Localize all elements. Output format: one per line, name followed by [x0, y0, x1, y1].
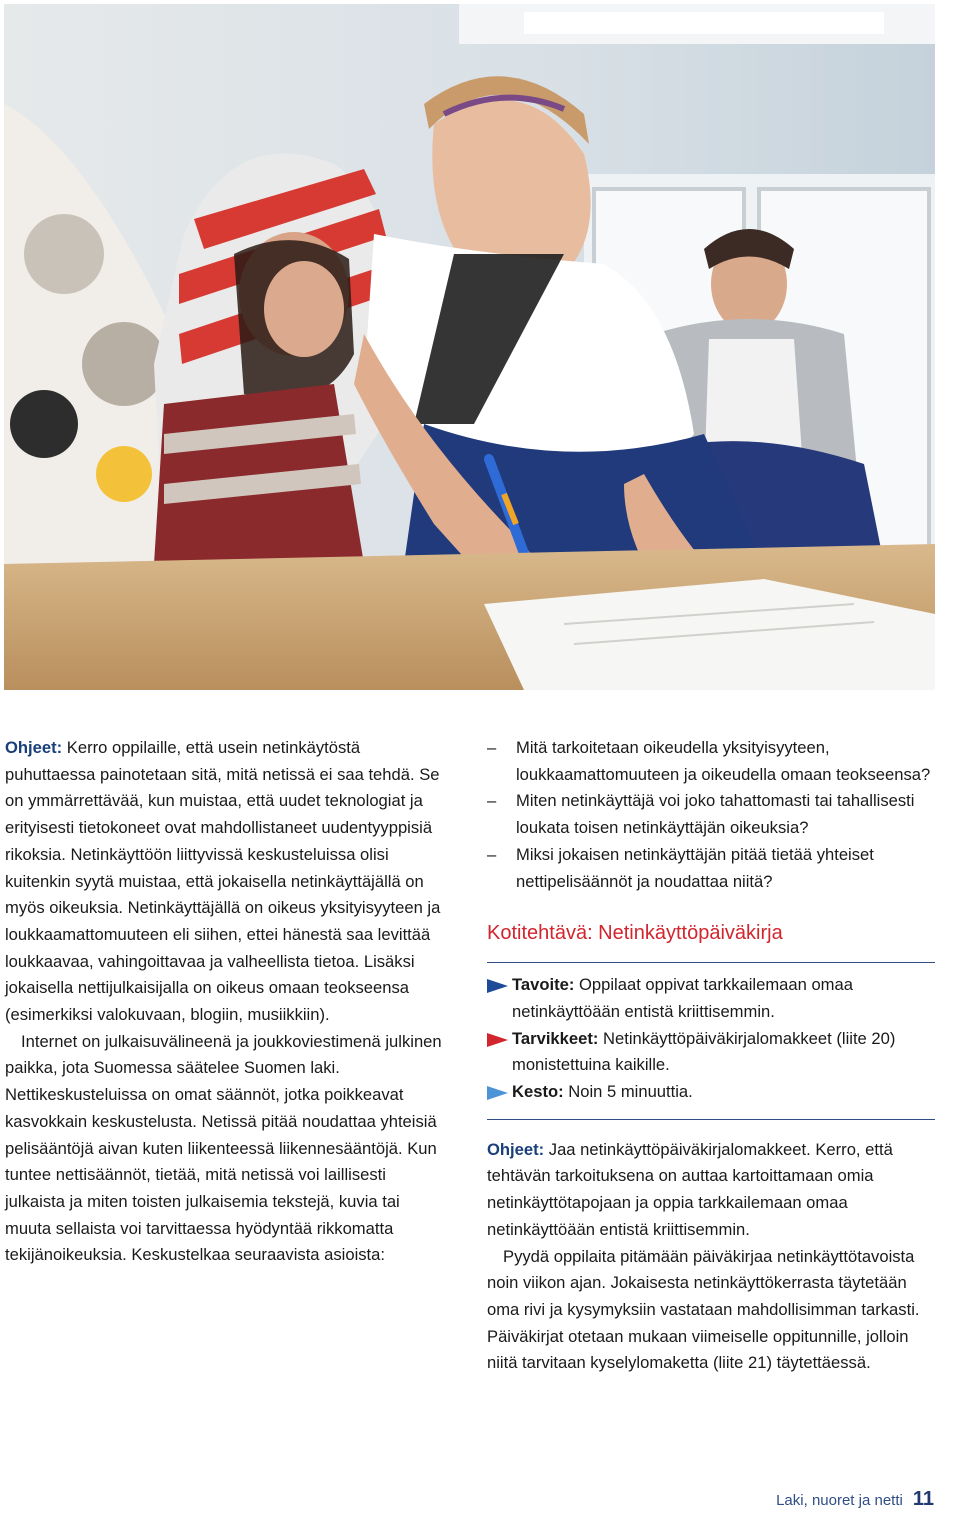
materials-label: Tarvikkeet: [512, 1028, 599, 1048]
goal-text: Oppilaat oppivat tarkkailemaan omaa netinkäyttöään entistä kriittisemmin. [512, 975, 853, 1021]
intro-text: Kerro oppilaille, että usein netinkäytöstä puhuttaessa painotetaan sitä, mitä netissä ei saa tehdä. Se on ymmärrettävää, kun muistaa, että uudet teknologiat ja erityisesti tietokoneet ovat mahdollistaneet uudentyyppisiä rikoksia. Netinkäyttöön liittyvissä keskusteluissa olisi kuitenkin syytä muistaa, että jokaisella netinkäyttäjällä on myös oikeuksia. Netinkäyttäjällä on oikeus yksityisyyteen ja loukkaamattomuuteen eli siihen, ettei hänestä saa levittää loukkaavaa, vahingoittavaa ja valheellista tietoa. Lisäksi jokaisella nettijulkaisijalla on oikeus omaan teokseensa (esimerkiksi valokuvaan, blogiin, musiikkiin). [5, 738, 441, 1025]
materials-text: Netinkäyttöpäiväkirjalomakkeet (liite 20) monistettuina kaikille. [512, 1028, 896, 1075]
instructions-text: Jaa netinkäyttöpäiväkirjalomakkeet. Kerro, että tehtävän tarkoituksena on auttaa kartoittamaan omia netinkäyttötapojaan ja oppia tarkkailemaan omaa netinkäyttöään entistä kriittisemmin. [487, 1139, 893, 1239]
homework-title: Kotitehtävä: Netinkäyttöpäiväkirja [487, 922, 783, 945]
duration-item [487, 1079, 935, 1106]
page-footer [776, 1488, 934, 1512]
classroom-photo-illustration [4, 4, 935, 690]
triangle-bullet-icon [487, 1086, 508, 1100]
question-item: – Miksi jokaisen netinkäyttäjän pitää tietää yhteiset nettipelisäännöt ja noudattaa niitä? [487, 842, 935, 895]
task-details [487, 972, 935, 1106]
question-item: – Mitä tarkoitetaan oikeudella yksityisyyteen, loukkaamattomuuteen ja oikeudella omaan teokseensa? [487, 735, 935, 788]
intro-paragraph [5, 735, 450, 1029]
instructions-lead: Ohjeet: [487, 1139, 545, 1159]
page-number: 11 [912, 1488, 934, 1510]
goal-label: Tavoite: [512, 975, 575, 995]
right-column [487, 735, 935, 1377]
question-item: – Miten netinkäyttäjä voi joko tahattomasti tai tahallisesti loukata toisen netinkäyttäjän oikeuksia? [487, 788, 935, 841]
duration-text: Noin 5 minuuttia. [563, 1082, 693, 1102]
publication-title: Laki, nuoret ja netti [776, 1492, 903, 1509]
classroom-photo [4, 4, 935, 690]
triangle-bullet-icon [487, 1033, 508, 1047]
materials-item [487, 1026, 935, 1079]
internet-paragraph: Internet on julkaisuvälineenä ja joukkoviestimenä julkinen paikka, jota Suomessa säätelee Suomen laki. Nettikeskusteluissa on omat säännöt, jotka poikkeavat kasvokkain keskustelusta. Netissä pitää noudattaa yhteisiä pelisääntöjä aivan kuten liikenteessä liikennesääntöjä. Kun tuntee nettisäännöt, tietää, mitä netissä voi laillisesti julkaista ja miten toisten julkaisemia tekstejä, kuvia tai muuta sellaista voi tarvittaessa hyödyntää rikkomatta tekijänoikeuksia. Keskustelkaa seuraavista asioista: [5, 1031, 442, 1265]
section-divider [487, 962, 935, 963]
section-divider [487, 1119, 935, 1120]
duration-label: Kesto: [512, 1082, 564, 1102]
instructions-paragraph [487, 1137, 935, 1244]
diary-paragraph: Pyydä oppilaita pitämään päiväkirjaa netinkäyttötavoista noin viikon ajan. Jokaisesta netinkäyttökerrasta täytetään oma rivi ja kysymyksiin vastataan mahdollisimman tarkasti. Päiväkirjat otetaan mukaan viimeiselle oppitunnille, jolloin niitä tarvitaan kyselylomaketta (liite 21) täytettäessä. [487, 1246, 920, 1373]
instructions-lead: Ohjeet: [5, 738, 63, 757]
discussion-questions [487, 735, 935, 895]
left-column [5, 735, 450, 1269]
triangle-bullet-icon [487, 979, 508, 993]
goal-item [487, 972, 935, 1025]
